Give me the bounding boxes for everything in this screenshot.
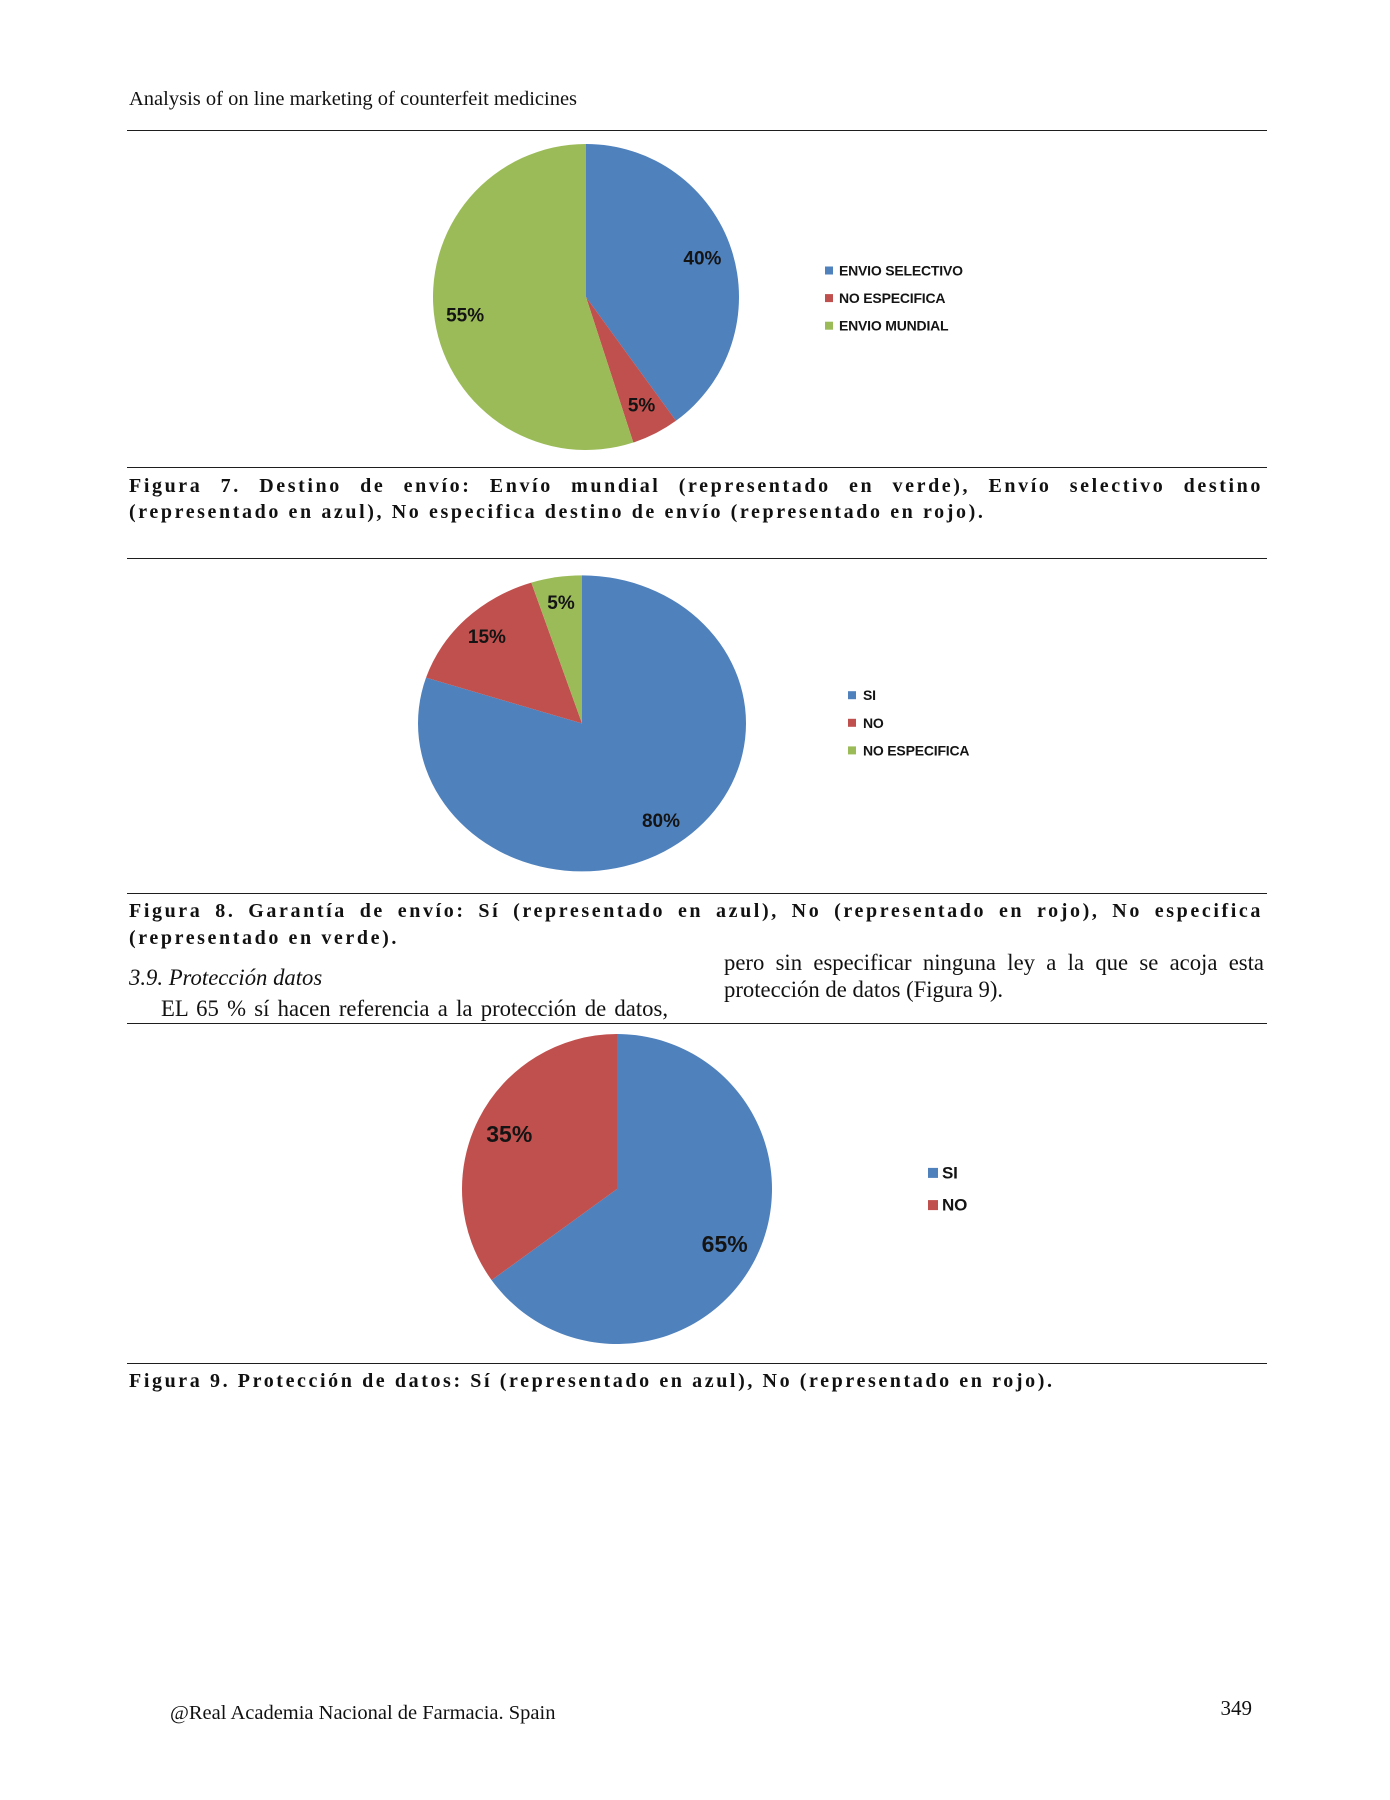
pie-slices (418, 575, 746, 871)
figure-7-pie-chart (0, 131, 1390, 466)
legend-item-no-especifica (825, 290, 945, 306)
data-label-no-especifica: 5% (627, 395, 656, 417)
pie-slices (462, 1034, 772, 1344)
chart-legend (825, 263, 963, 334)
legend-label: NO ESPECIFICA (863, 742, 970, 759)
legend-label: ENVIO SELECTIVO (839, 262, 963, 279)
figure-8-pie-chart (0, 559, 1390, 892)
figure-9-pie-chart (0, 1024, 1390, 1362)
body-text-right-column: pero sin especificar ninguna ley a la que se acoja esta protección de datos (Figura 9). (724, 950, 1264, 1002)
legend-swatch (848, 719, 856, 727)
legend-swatch (825, 294, 833, 302)
legend-swatch (928, 1168, 938, 1178)
legend-item-si (928, 1163, 958, 1182)
legend-label: NO ESPECIFICA (839, 290, 946, 307)
data-label-no-especifica: 5% (547, 593, 575, 614)
legend-swatch (848, 746, 856, 754)
legend-label: NO (863, 714, 884, 731)
legend-item-si (848, 687, 876, 703)
page-number: 349 (1220, 1696, 1252, 1720)
data-label-si: 65% (701, 1230, 748, 1257)
legend-item-envio-selectivo (825, 263, 963, 279)
legend-item-no (928, 1196, 967, 1215)
section-heading: 3.9. Protección datos (129, 964, 323, 990)
horizontal-rule (127, 893, 1267, 894)
chart-legend (848, 687, 969, 758)
pie-slices (433, 144, 739, 450)
legend-swatch (928, 1200, 938, 1210)
legend-label: SI (942, 1163, 958, 1183)
legend-item-envio-mundial (825, 318, 949, 334)
figure-9-caption: Figura 9. Protección de datos: Sí (representado en azul), No (representado en rojo). (129, 1370, 1055, 1392)
data-label-no: 35% (486, 1121, 533, 1148)
legend-swatch (825, 322, 833, 330)
data-label-envio-selectivo: 40% (683, 248, 722, 270)
legend-label: NO (942, 1195, 968, 1215)
body-text-left-column: EL 65 % sí hacen referencia a la protección de datos, (161, 995, 668, 1021)
data-label-si: 80% (641, 811, 681, 833)
horizontal-rule (127, 1363, 1267, 1364)
horizontal-rule (127, 467, 1267, 468)
data-label-envio-mundial: 55% (446, 305, 485, 327)
legend-label: SI (863, 687, 876, 704)
footer-publisher: @Real Academia Nacional de Farmacia. Spain (170, 1701, 556, 1724)
chart-legend (928, 1163, 967, 1214)
legend-item-no-especifica (848, 742, 969, 758)
legend-swatch (825, 267, 833, 275)
data-label-no: 15% (467, 627, 506, 649)
figure-8-caption: Figura 8. Garantía de envío: Sí (representado en azul), No (representado en rojo), No especifica (representado en verde). (129, 900, 1263, 949)
legend-item-no (848, 715, 884, 731)
running-header: Analysis of on line marketing of counterfeit medicines (129, 88, 578, 110)
legend-swatch (848, 691, 856, 699)
legend-label: ENVIO MUNDIAL (839, 317, 949, 334)
figure-7-caption: Figura 7. Destino de envío: Envío mundial (representado en verde), Envío selectivo destino (representado en azul), No especifica destino de envío (representado en rojo). (129, 474, 1263, 523)
